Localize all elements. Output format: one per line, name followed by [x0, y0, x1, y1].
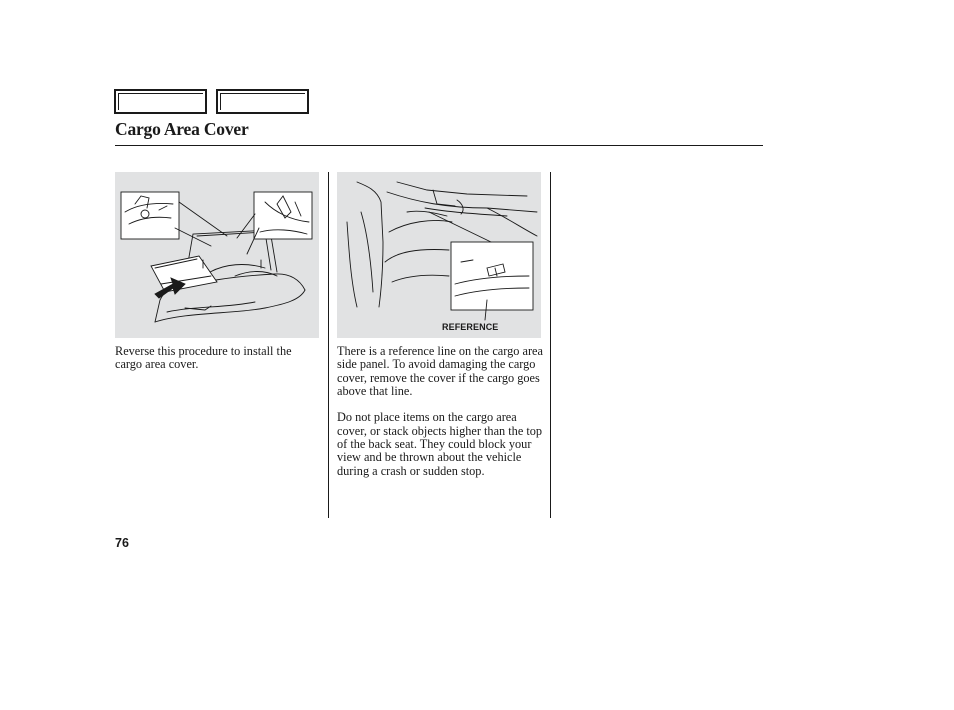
- left-column-text: [115, 345, 321, 372]
- main-menu-button-bevel: [118, 93, 203, 110]
- install-instruction-paragraph: Reverse this procedure to install the cargo area cover.: [115, 344, 292, 372]
- column-divider-2: [550, 172, 551, 518]
- column-divider-1: [328, 172, 329, 518]
- cargo-cover-removal-drawing: [115, 172, 319, 338]
- main-menu-button[interactable]: [114, 89, 207, 114]
- safety-warning-paragraph: Do not place items on the cargo area cover, or stack objects higher than the top of the back seat. They could block your view and be thrown about the vehicle during a crash or sudden stop.: [337, 410, 543, 478]
- cargo-cover-removal-illustration: [115, 172, 319, 338]
- reference-line-drawing: [337, 172, 541, 338]
- reference-line-illustration: [337, 172, 541, 338]
- reference-label: REFERENCE: [442, 322, 499, 332]
- table-of-contents-button-label: [218, 91, 219, 92]
- page-number: 76: [115, 536, 129, 550]
- table-of-contents-button-bevel: [220, 93, 305, 110]
- main-menu-button-label: [116, 91, 117, 92]
- table-of-contents-button[interactable]: [216, 89, 309, 114]
- title-divider: [115, 145, 763, 146]
- reference-line-paragraph: There is a reference line on the cargo area side panel. To avoid damaging the cargo cover, remove the cover if the cargo goes above that line.: [337, 344, 543, 398]
- page-title: Cargo Area Cover: [115, 119, 249, 139]
- right-column-text: [337, 345, 543, 478]
